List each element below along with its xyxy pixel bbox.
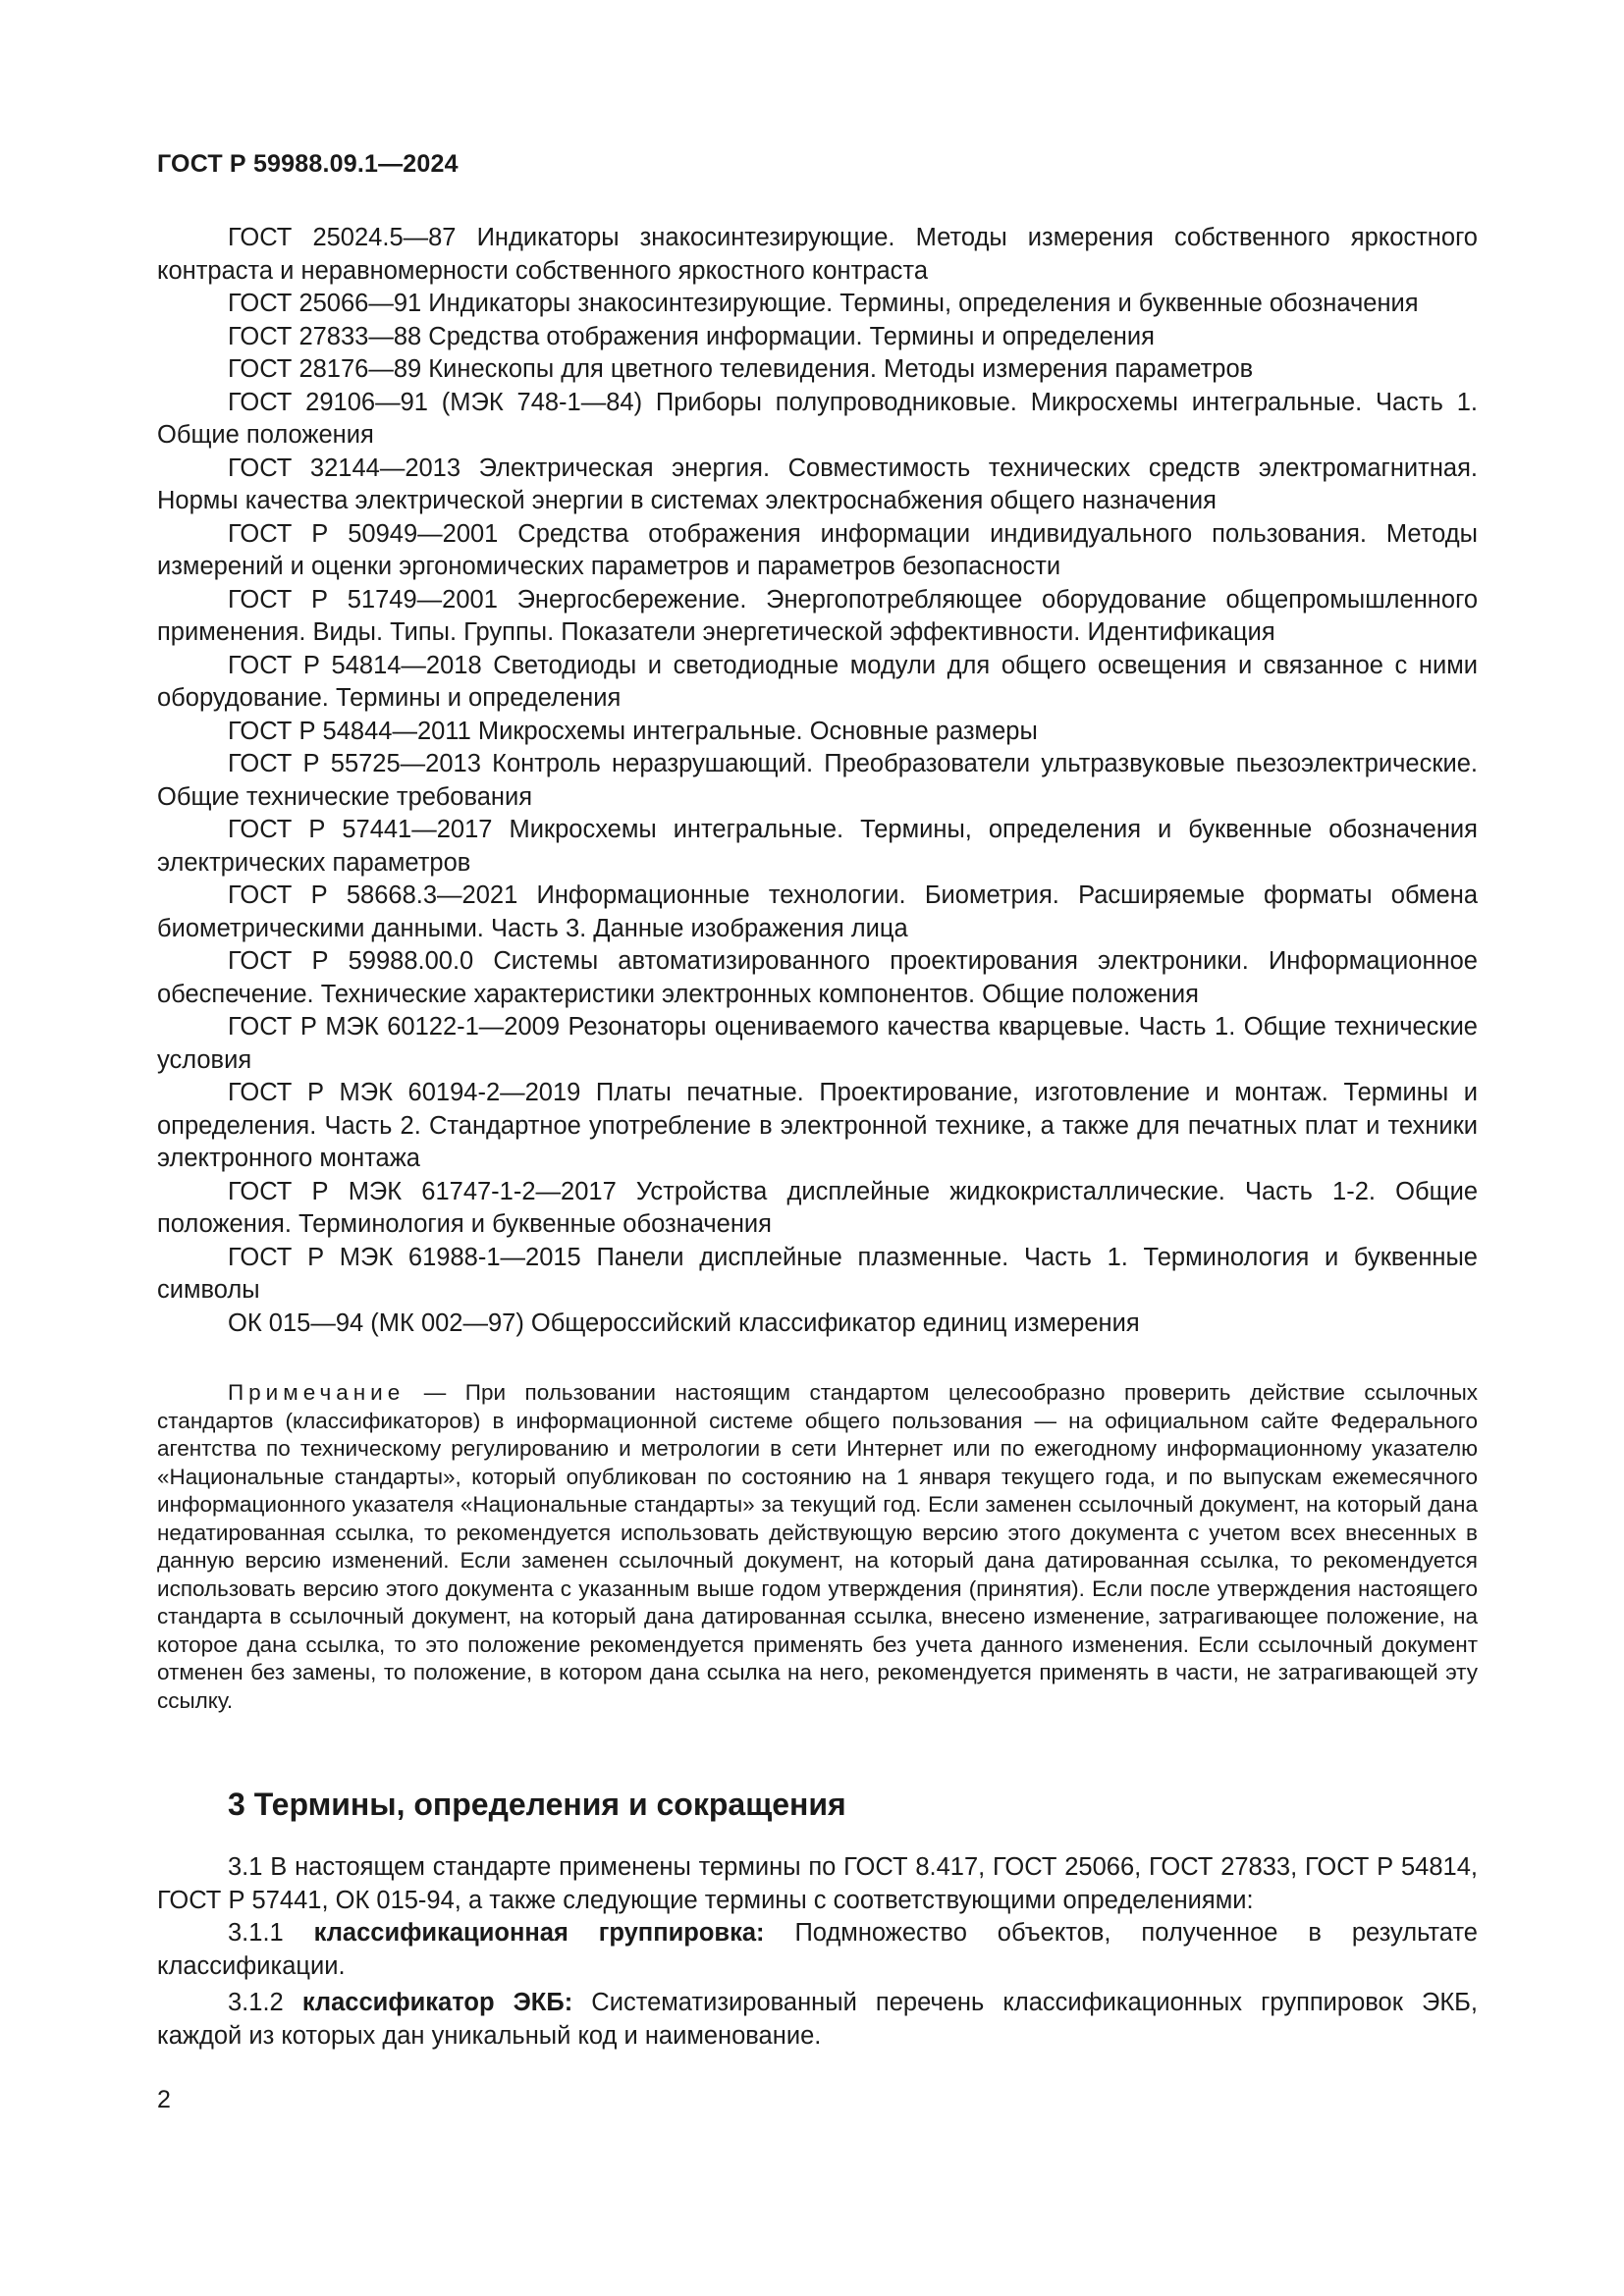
reference-item: ГОСТ Р 58668.3—2021 Информационные технологии. Биометрия. Расширяемые форматы обмена биометрическими данными. Часть 3. Данные изображения лица [157,881,1478,942]
document-code-header: ГОСТ Р 59988.09.1—2024 [157,150,459,178]
reference-item: ГОСТ 32144—2013 Электрическая энергия. Совместимость технических средств электромагнитная. Нормы качества электрической энергии в системах электроснабжения общего назначения [157,454,1478,514]
page-number: 2 [157,2086,171,2113]
term-number: 3.1.2 [228,1989,284,2016]
reference-item: ГОСТ Р МЭК 60122-1—2009 Резонаторы оцениваемого качества кварцевые. Часть 1. Общие технические условия [157,1013,1478,1074]
term-name: классификационная группировка: [313,1919,765,1947]
references-note [157,1379,1478,1715]
reference-item: ГОСТ Р 55725—2013 Контроль неразрушающий. Преобразователи ультразвуковые пьезоэлектрические. Общие технические требования [157,750,1478,811]
reference-item: ГОСТ 29106—91 (МЭК 748-1—84) Приборы полупроводниковые. Микросхемы интегральные. Часть 1. Общие положения [157,388,1478,449]
reference-item: ГОСТ Р 57441—2017 Микросхемы интегральные. Термины, определения и буквенные обозначения электрических параметров [157,816,1478,877]
terms-intro: 3.1 В настоящем стандарте применены термины по ГОСТ 8.417, ГОСТ 25066, ГОСТ 27833, ГОСТ Р 54814, ГОСТ Р 57441, ОК 015-94, а также следующие термины с соответствующими определениями: [157,1853,1478,1914]
reference-item: ГОСТ Р 54814—2018 Светодиоды и светодиодные модули для общего освещения и связанное с ними оборудование. Термины и определения [157,651,1478,712]
reference-item: ГОСТ Р 50949—2001 Средства отображения информации индивидуального пользования. Методы измерений и оценки эргономических параметров и параметров безопасности [157,519,1478,580]
terms-section-body [157,1851,1478,2053]
reference-item: ГОСТ Р МЭК 61747-1-2—2017 Устройства дисплейные жидкокристаллические. Часть 1-2. Общие положения. Терминология и буквенные обозначения [157,1177,1478,1238]
term-definition: Подмножество объектов, полученное в результате классификации. [157,1919,1478,1980]
reference-item: ГОСТ 25024.5—87 Индикаторы знакосинтезирующие. Методы измерения собственного яркостного контраста и неравномерности собственного яркостного контраста [157,224,1478,285]
note-text: — При пользовании настоящим стандартом целесообразно проверить действие ссылочных стандартов (классификаторов) в информационной системе общего пользования — на официальном сайте Федерального агентства по техническому регулированию и метрологии в сети Интернет или по ежегодному информационному указателю «Национальные стандарты», который опубликован по состоянию на 1 января текущего года, и по выпускам ежемесячного информационного указателя «Национальные стандарты» за текущий год. Если заменен ссылочный документ, на который дана недатированная ссылка, то рекомендуется использовать действующую версию этого документа с учетом всех внесенных в данную версию изменений. Если заменен ссылочный документ, на который дана датированная ссылка, то рекомендуется использовать версию этого документа с указанным выше годом утверждения (принятия). Если после утверждения настоящего стандарта в ссылочный документ, на который дана датированная ссылка, внесено изменение, затрагивающее положение, на которое дана ссылка, то это положение рекомендуется применять без учета данного изменения. Если ссылочный документ отменен без замены, то положение, в котором дана ссылка на него, рекомендуется применять в части, не затрагивающей эту ссылку. [157,1380,1478,1713]
reference-item: ГОСТ Р МЭК 60194-2—2019 Платы печатные. Проектирование, изготовление и монтаж. Термины и определения. Часть 2. Стандартное употребление в электронной технике, а также для печатных плат и техники электронного монтажа [157,1079,1478,1172]
reference-item: ГОСТ Р 54844—2011 Микросхемы интегральные. Основные размеры [228,717,1038,745]
reference-item: ГОСТ Р МЭК 61988-1—2015 Панели дисплейные плазменные. Часть 1. Терминология и буквенные символы [157,1243,1478,1304]
section-title: 3 Термины, определения и сокращения [228,1787,846,1822]
reference-item: ГОСТ 27833—88 Средства отображения информации. Термины и определения [228,322,1155,350]
term-definition: Систематизированный перечень классификационных группировок ЭКБ, каждой из которых дан уникальный код и наименование. [157,1989,1478,2050]
reference-item: ГОСТ Р 51749—2001 Энергосбережение. Энергопотребляющее оборудование общепромышленного применения. Виды. Типы. Группы. Показатели энергетической эффективности. Идентификация [157,585,1478,646]
reference-item: ОК 015—94 (МК 002—97) Общероссийский классификатор единиц измерения [228,1308,1140,1337]
normative-references-list [157,222,1478,1340]
note-label: Примечание [228,1380,406,1405]
reference-item: ГОСТ Р 59988.00.0 Системы автоматизированного проектирования электроники. Информационное обеспечение. Технические характеристики электронных компонентов. Общие положения [157,947,1478,1008]
term-entry [157,1917,1478,1983]
reference-item: ГОСТ 28176—89 Кинескопы для цветного телевидения. Методы измерения параметров [228,355,1254,383]
reference-item: ГОСТ 25066—91 Индикаторы знакосинтезирующие. Термины, определения и буквенные обозначения [228,290,1419,317]
term-entry [157,1987,1478,2053]
term-name: классификатор ЭКБ: [301,1989,573,2016]
term-number: 3.1.1 [228,1919,284,1947]
